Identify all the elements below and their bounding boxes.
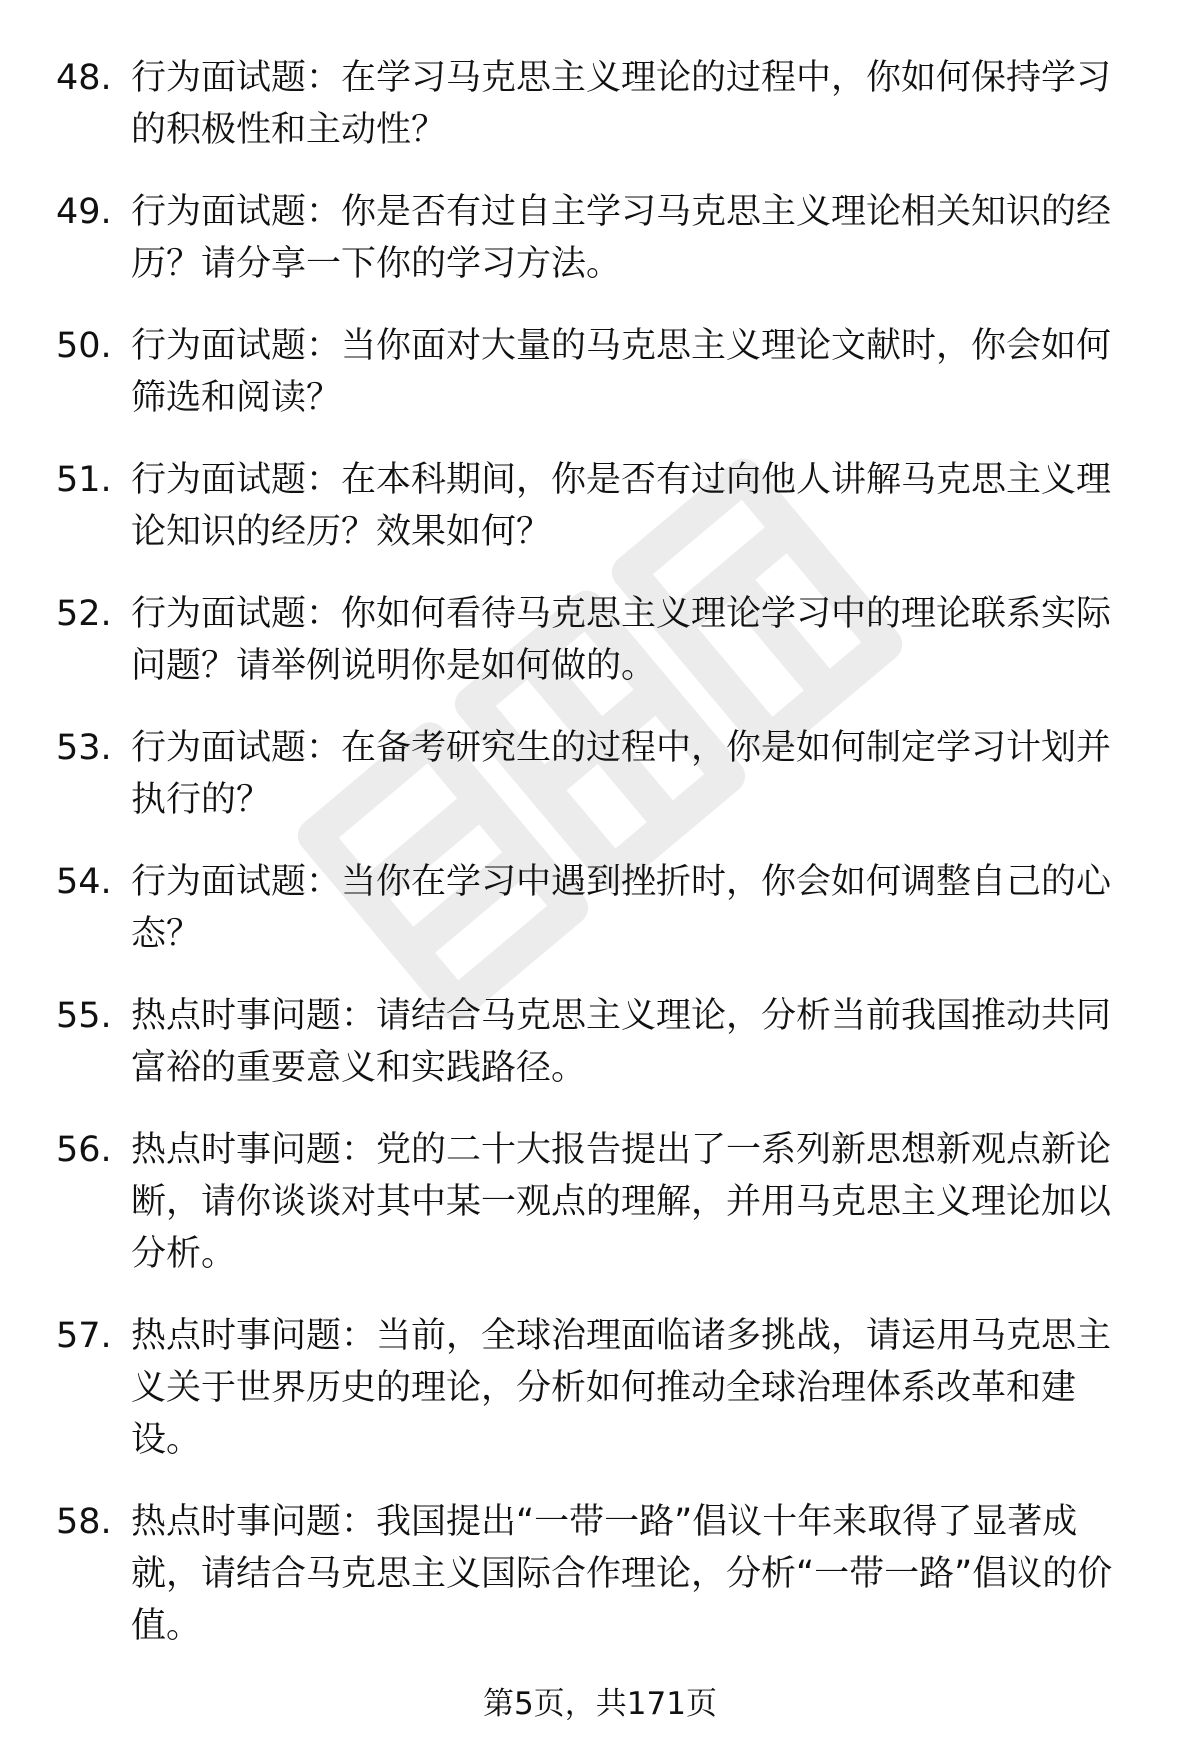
list-item bbox=[56, 454, 1141, 558]
question-text: 行为面试题：在备考研究生的过程中，你是如何制定学习计划并执行的？ bbox=[131, 728, 1112, 820]
question-text: 行为面试题：当你在学习中遇到挫折时，你会如何调整自己的心态？ bbox=[131, 862, 1112, 954]
list-item bbox=[56, 588, 1141, 692]
list-item bbox=[56, 990, 1141, 1094]
question-number: 58. bbox=[56, 1502, 112, 1542]
question-number: 51. bbox=[56, 460, 112, 500]
list-item bbox=[56, 186, 1141, 290]
question-text: 热点时事问题：党的二十大报告提出了一系列新思想新观点新论断，请你谈谈对其中某一观点的理解，并用马克思主义理论加以分析。 bbox=[131, 1130, 1112, 1274]
question-list bbox=[56, 52, 1141, 1682]
question-text: 热点时事问题：当前，全球治理面临诸多挑战，请运用马克思主义关于世界历史的理论，分析如何推动全球治理体系改革和建设。 bbox=[131, 1316, 1112, 1460]
question-text: 行为面试题：你如何看待马克思主义理论学习中的理论联系实际问题？请举例说明你是如何做的。 bbox=[131, 594, 1112, 686]
question-text: 热点时事问题：请结合马克思主义理论，分析当前我国推动共同富裕的重要意义和实践路径。 bbox=[131, 996, 1112, 1088]
page-number-label: 第5页，共171页 bbox=[483, 1686, 717, 1722]
question-text: 行为面试题：你是否有过自主学习马克思主义理论相关知识的经历？请分享一下你的学习方法。 bbox=[131, 192, 1112, 284]
question-number: 55. bbox=[56, 996, 112, 1036]
question-text: 行为面试题：在学习马克思主义理论的过程中，你如何保持学习的积极性和主动性？ bbox=[131, 58, 1112, 150]
question-number: 56. bbox=[56, 1130, 112, 1170]
question-text: 热点时事问题：我国提出“一带一路”倡议十年来取得了显著成就，请结合马克思主义国际合作理论，分析“一带一路”倡议的价值。 bbox=[131, 1502, 1113, 1646]
question-number: 53. bbox=[56, 728, 112, 768]
question-text: 行为面试题：在本科期间，你是否有过向他人讲解马克思主义理论知识的经历？效果如何？ bbox=[131, 460, 1112, 552]
question-number: 54. bbox=[56, 862, 112, 902]
list-item bbox=[56, 52, 1141, 156]
question-number: 52. bbox=[56, 594, 112, 634]
list-item bbox=[56, 722, 1141, 826]
list-item bbox=[56, 856, 1141, 960]
list-item bbox=[56, 1124, 1141, 1280]
question-number: 50. bbox=[56, 326, 112, 366]
page-footer bbox=[0, 1684, 1200, 1724]
question-text: 行为面试题：当你面对大量的马克思主义理论文献时，你会如何筛选和阅读？ bbox=[131, 326, 1112, 418]
list-item bbox=[56, 320, 1141, 424]
question-number: 57. bbox=[56, 1316, 112, 1356]
list-item bbox=[56, 1496, 1141, 1652]
list-item bbox=[56, 1310, 1141, 1466]
question-number: 49. bbox=[56, 192, 112, 232]
question-number: 48. bbox=[56, 58, 112, 98]
